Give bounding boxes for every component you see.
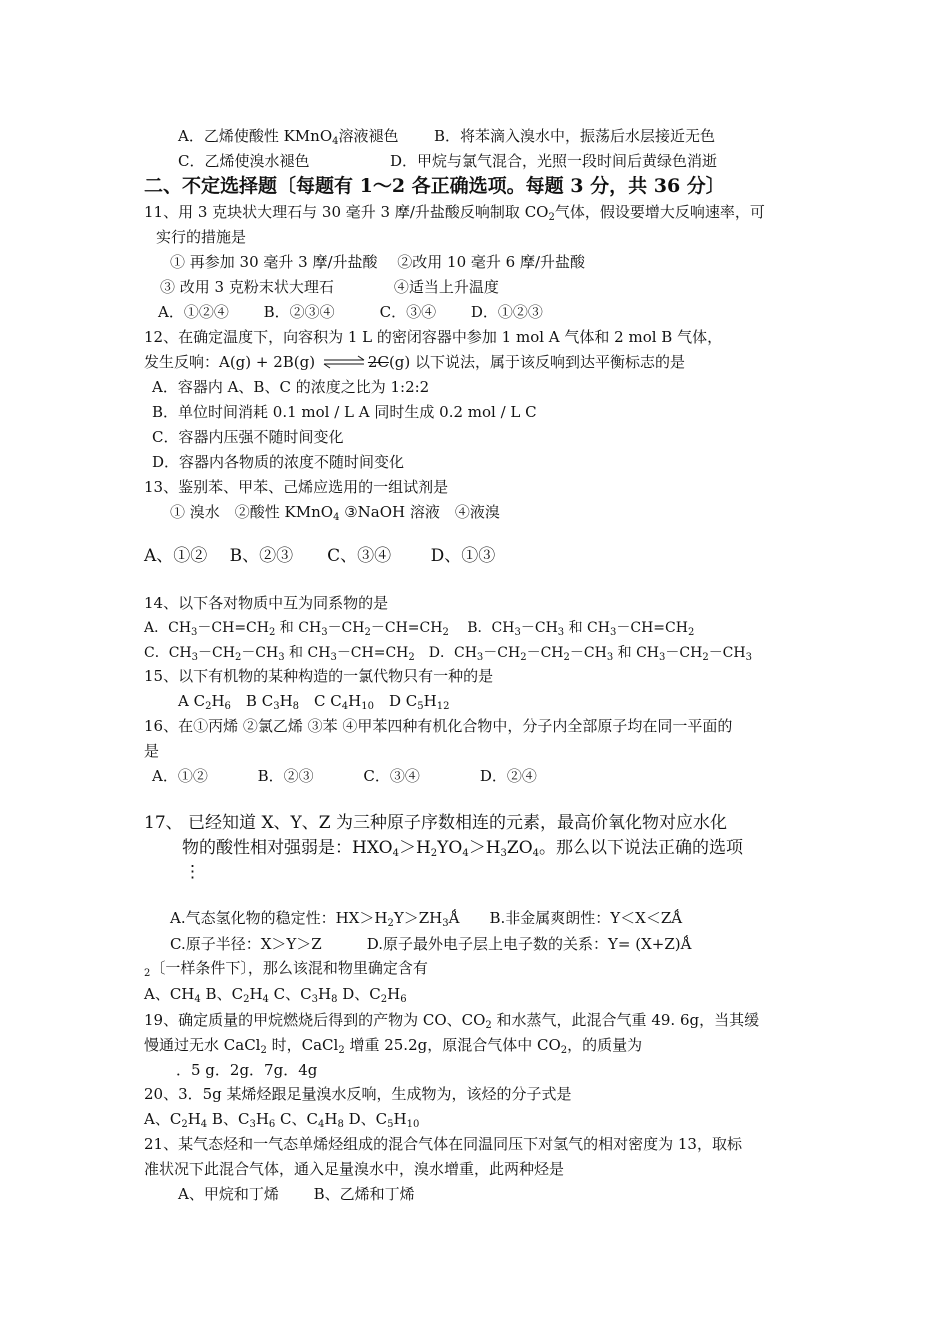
option-text: H	[318, 985, 332, 1003]
option-text: D C	[373, 692, 418, 710]
question-text: ＞H	[468, 838, 501, 858]
subscript: 2	[520, 652, 527, 663]
option-text: D、C	[337, 985, 381, 1003]
option-text: －CH	[198, 645, 235, 661]
subscript: 2	[485, 1020, 492, 1031]
question-15: 15、以下有机物的某种构造的一氯代物只有一种的是	[144, 667, 494, 685]
question-21: 21、某气态烃和一气态单烯烃组成的混合气体在同温同压下对氢气的相对密度为 13，取标	[144, 1135, 742, 1153]
subscript: 4	[532, 848, 540, 859]
option-text: H	[255, 1110, 269, 1128]
option-text: －CH=CH	[370, 620, 443, 636]
option-line	[390, 151, 717, 171]
subscript: 10	[406, 1119, 420, 1130]
option-text: －CH	[526, 645, 564, 661]
option-text: －CH	[327, 620, 365, 636]
question-text: 〔一样条件下〕，那么该混和物里确定含有	[150, 959, 428, 977]
options-line: A．①②④ B．②③④ C．③④ D．①②③	[158, 303, 543, 321]
option-text: C．CH	[144, 645, 192, 661]
subscript: 3	[442, 918, 449, 929]
question-text: 气体，假设要增大反响速率，可	[554, 203, 765, 221]
option-text: A．CH	[144, 620, 192, 636]
option-text: H	[324, 1110, 338, 1128]
option-text: －CH	[665, 645, 703, 661]
option-text: －CH=CH	[197, 620, 269, 636]
subscript: 2	[687, 627, 695, 638]
product-text: 2C	[367, 353, 389, 371]
subscript: 2	[408, 652, 415, 663]
subscript: 4	[194, 994, 201, 1005]
subscript: 3	[249, 1119, 256, 1130]
subscript: 3	[476, 652, 484, 663]
subscript: 3	[321, 627, 328, 638]
option-text: 和 CH	[564, 620, 610, 636]
subscript: 4	[341, 701, 349, 712]
question-text: 。那么以下说法正确的选项	[539, 838, 744, 858]
question-11	[144, 202, 765, 222]
options-line: ．5 g．2g．7g．4g	[176, 1061, 318, 1079]
subscript: 4	[200, 1119, 208, 1130]
option-text: A、CH	[144, 985, 195, 1003]
option-a: A．容器内 A、B、C 的浓度之比为 1:2:2	[152, 378, 430, 396]
subscript: 2	[430, 848, 438, 859]
subscript: 2	[205, 701, 212, 712]
options-line	[144, 1109, 419, 1129]
options-line	[144, 618, 694, 638]
subscript: 4	[333, 512, 340, 523]
subscript: 8	[337, 1119, 344, 1130]
option-line	[434, 126, 715, 146]
subscript: 2	[181, 1119, 188, 1130]
question-text: 物的酸性相对强弱是：HXO	[182, 838, 393, 858]
option-text: B、C	[200, 985, 244, 1003]
subscript: 2	[234, 652, 242, 663]
option-text: H	[187, 1110, 201, 1128]
subscript: 2	[243, 994, 250, 1005]
section-heading: 二、不定选择题〔每题有 1～2 各正确选项。每题 3 分，共 36 分〕	[144, 175, 725, 197]
question-14: 14、以下各对物质中互为同系物的是	[144, 594, 389, 612]
question-text: 实行的措施是	[156, 228, 247, 246]
question-17: 17、 已经知道 X、Y、Z 为三种原子序数相连的元素，最高价氧化物对应水化	[144, 813, 727, 833]
question-text: 和水蒸气，此混合气重 49. 6g，当其缓	[491, 1011, 760, 1029]
option-text: H	[211, 692, 225, 710]
subscript: 2	[364, 627, 371, 638]
question-text	[170, 502, 500, 522]
option-text: －CH	[520, 620, 558, 636]
option-text: H	[423, 692, 437, 710]
question-text: 时，CaCl	[266, 1036, 339, 1054]
option-text: Y＞ZH	[393, 909, 443, 927]
subscript: 3	[514, 627, 521, 638]
ellipsis-mark: ⋮	[184, 862, 201, 882]
subscript: 2	[563, 652, 570, 663]
question-text: 准状况下此混合气体，通入足量溴水中，溴水增重，此两种烃是	[144, 1160, 565, 1178]
option-c: C．容器内压强不随时间变化	[152, 428, 344, 446]
question-text: 发生反响：A(g) + 2B(g)	[144, 353, 316, 371]
subscript: 4	[462, 848, 469, 859]
question-text: ① 再参加 30 毫升 3 摩/升盐酸 ②改用 10 毫升 6 摩/升盐酸	[170, 253, 586, 271]
option-text: C、C	[275, 1110, 319, 1128]
option-text: D．CH	[414, 645, 477, 661]
options-line: C.原子半径：X＞Y＞Z D.原子最外电子层上电子数的关系：Y= (X+Z)Ǻ	[170, 935, 692, 953]
subscript: 3	[273, 701, 280, 712]
option-text: H	[393, 1110, 407, 1128]
question-text: 11、用 3 克块状大理石与 30 毫升 3 摩/升盐酸反响制取 CO	[144, 203, 549, 221]
option-d-text: D．甲烷与氯气混合，光照一段时间后黄绿色消逝	[390, 152, 718, 170]
option-text: B C	[230, 692, 274, 710]
subscript: 5	[387, 1119, 394, 1130]
option-a-text: A．乙烯使酸性 KMnO	[178, 127, 333, 145]
option-text: A.气态氢化物的稳定性：HX＞H	[170, 909, 388, 927]
option-text: H	[348, 692, 362, 710]
question-text: ① 溴水 ②酸性 KMnO	[170, 503, 334, 521]
question-text	[144, 1035, 642, 1055]
subscript: 4	[332, 136, 339, 147]
question-text: 慢通过无水 CaCl	[144, 1036, 261, 1054]
question-12: 12、在确定温度下，向容积为 1 L 的密闭容器中参加 1 mol A 气体和 2 mol B 气体，	[144, 328, 723, 346]
subscript: 3	[606, 652, 614, 663]
question-13: 13、鉴别苯、甲苯、己烯应选用的一组试剂是	[144, 478, 449, 496]
option-text: H	[249, 985, 263, 1003]
subscript: 3	[191, 627, 198, 638]
subscript: 4	[392, 848, 399, 859]
option-c-text: C．乙烯使溴水褪色	[178, 152, 310, 170]
option-text: 和 CH	[275, 620, 322, 636]
subscript: 2	[260, 1045, 267, 1056]
question-text: ，的质量为	[567, 1036, 643, 1054]
subscript: 2	[560, 1045, 568, 1056]
option-text: －CH=CH	[616, 620, 688, 636]
option-text: A C	[178, 692, 206, 710]
option-text: B、C	[207, 1110, 250, 1128]
subscript: 2	[702, 652, 709, 663]
option-text: －CH	[569, 645, 607, 661]
question-text: 19、确定质量的甲烷燃烧后得到的产物为 CO、CO	[144, 1011, 486, 1029]
subscript: 2	[387, 918, 394, 929]
subscript: 6	[224, 701, 231, 712]
option-text: －CH	[483, 645, 521, 661]
subscript: 3	[609, 627, 617, 638]
question-text: ③NaOH 溶液 ④液溴	[339, 503, 500, 521]
options-line: A．①② B．②③ C．③④ D．②④	[152, 767, 537, 785]
subscript: 3	[659, 652, 666, 663]
subscript: 2	[442, 627, 449, 638]
subscript: 4	[318, 1119, 325, 1130]
question-text	[182, 838, 743, 858]
question-text: 是	[144, 742, 160, 760]
subscript: 4	[262, 994, 269, 1005]
option-line	[178, 151, 309, 171]
subscript: 2	[338, 1045, 345, 1056]
subscript: 3	[500, 848, 507, 859]
options-line	[170, 908, 682, 928]
option-text: C C	[299, 692, 342, 710]
subscript: 3	[191, 652, 199, 663]
subscript: 3	[330, 652, 337, 663]
option-text: C、C	[268, 985, 312, 1003]
option-text: A、C	[144, 1110, 182, 1128]
option-text: B．CH	[448, 620, 515, 636]
subscript: 2	[144, 968, 151, 979]
subscript: 3	[745, 652, 752, 663]
option-b: B．单位时间消耗 0.1 mol / L A 同时生成 0.2 mol / L C	[152, 403, 537, 421]
question-19	[144, 1010, 759, 1030]
subscript: 3	[278, 652, 285, 663]
option-text: －CH=CH	[336, 645, 409, 661]
subscript: 2	[548, 212, 555, 223]
subscript: 2	[380, 994, 388, 1005]
question-text: (g) 以下说法，属于该反响到达平衡标志的是	[388, 353, 686, 371]
equilibrium-arrow-icon	[322, 355, 366, 369]
question-text: 增重 25.2g，原混合气体中 CO	[344, 1036, 561, 1054]
options-line: A、①② B、②③ C、③④ D、①③	[144, 546, 496, 566]
option-a-text: 溶液褪色	[338, 127, 399, 145]
option-text: －CH	[241, 645, 279, 661]
subscript: 5	[417, 701, 424, 712]
options-line	[178, 691, 449, 711]
options-line	[144, 643, 752, 663]
option-b-text: B．将苯滴入溴水中，振荡后水层接近无色	[434, 127, 716, 145]
option-text: Ǻ B.非金属爽朗性：Y＜X＜ZǺ	[448, 909, 683, 927]
subscript: 8	[292, 701, 300, 712]
option-line	[178, 126, 399, 146]
subscript: 2	[268, 627, 276, 638]
options-line: A、甲烷和丁烯 B、乙烯和丁烯	[178, 1185, 415, 1203]
subscript: 6	[268, 1119, 276, 1130]
question-text	[144, 352, 685, 372]
question-text: ③ 改用 3 克粉末状大理石 ④适当上升温度	[160, 278, 499, 296]
question-20: 20、3．5g 某烯烃跟足量溴水反响，生成物为，该烃的分子式是	[144, 1085, 572, 1103]
subscript: 3	[311, 994, 319, 1005]
option-text: 和 CH	[613, 645, 660, 661]
question-text: ZO	[506, 838, 533, 858]
question-18-fragment	[144, 958, 428, 978]
subscript: 3	[557, 627, 565, 638]
subscript: 12	[436, 701, 450, 712]
subscript: 6	[400, 994, 407, 1005]
option-text: －CH	[708, 645, 746, 661]
question-text: YO	[437, 838, 463, 858]
subscript: 10	[361, 701, 374, 712]
option-text: 和 CH	[284, 645, 331, 661]
option-d: D．容器内各物质的浓度不随时间变化	[152, 453, 405, 471]
subscript: 8	[331, 994, 338, 1005]
options-line	[144, 984, 407, 1004]
option-text: H	[279, 692, 293, 710]
option-text: H	[387, 985, 401, 1003]
question-16: 16、在①丙烯 ②氯乙烯 ③苯 ④甲苯四种有机化合物中，分子内全部原子均在同一平面的	[144, 717, 733, 735]
option-text: D、C	[343, 1110, 388, 1128]
question-text: ＞H	[398, 838, 431, 858]
